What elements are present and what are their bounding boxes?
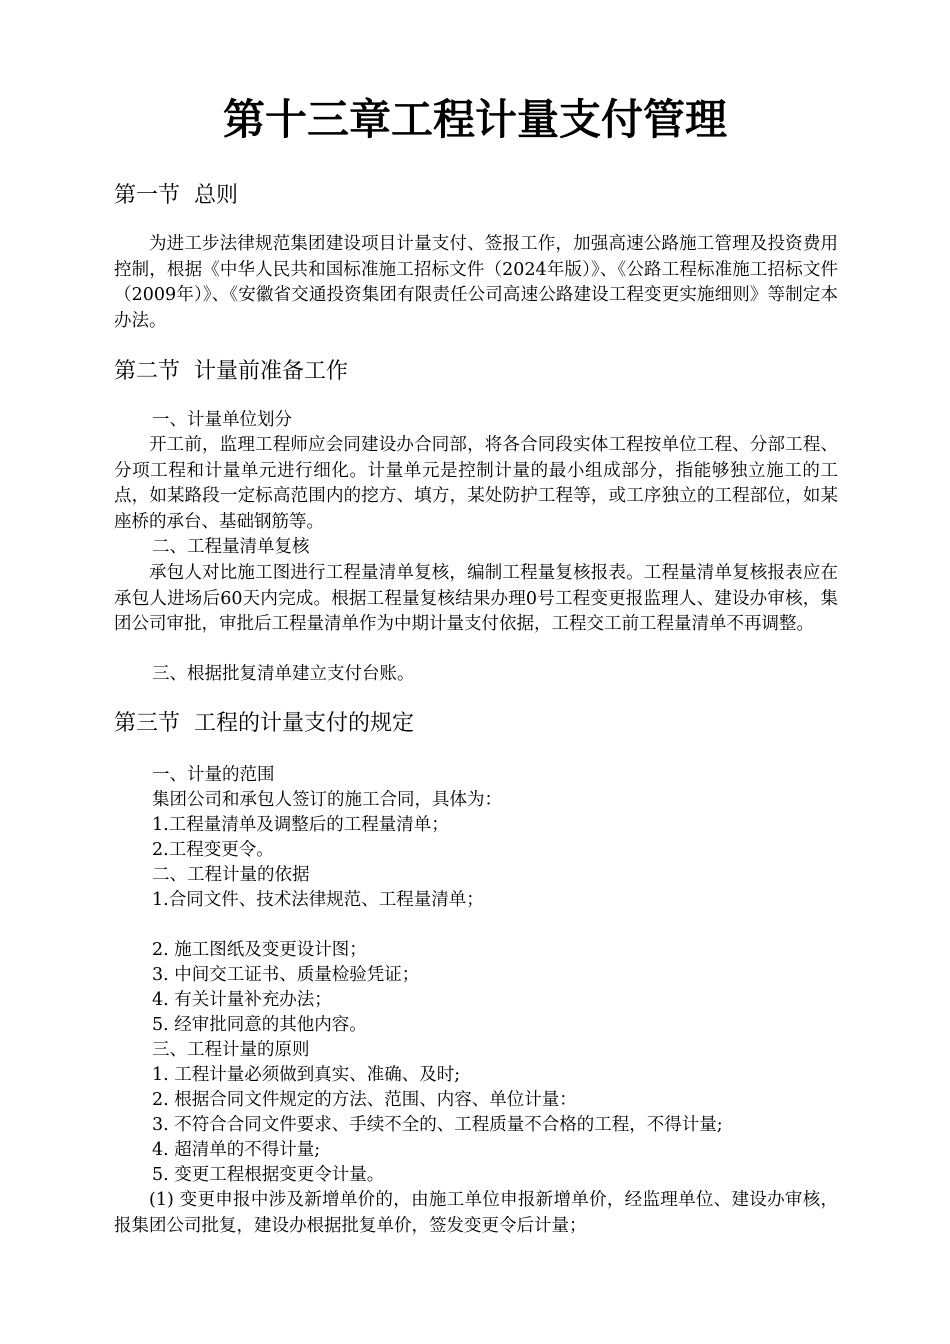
section-3-line: 1.工程量清单及调整后的工程量清单；: [152, 815, 449, 835]
section-3-line: 2.工程变更令。: [152, 840, 274, 860]
section-3-line: 3. 不符合合同文件要求、手续不全的、工程质量不合格的工程，不得计量;: [152, 1115, 723, 1135]
section-3-line: 4. 有关计量补充办法；: [152, 990, 332, 1010]
section-heading-3: 第三节 工程的计量支付的规定: [114, 711, 414, 736]
section-3-line: 4. 超清单的不得计量;: [152, 1140, 321, 1160]
section-3-line: 一、计量的范围: [152, 765, 275, 785]
section-1-paragraph: 为进工步法律规范集团建设项目计量支付、签报工作，加强高速公路施工管理及投资费用控制，根据《中华人民共和国标准施工招标文件（2024年版）》、《公路工程标准施工招标文件（2009年）》、《安徽省交通投资集团有限责任公司高速公路建设工程变更实施细则》等制定本办法。: [114, 234, 838, 331]
section-3-line: 5. 变更工程根据变更令计量。: [152, 1165, 385, 1185]
section-3-line: 3. 中间交工证书、质量检验凭证；: [152, 965, 420, 985]
section-3-line: 2. 根据合同文件规定的方法、范围、内容、单位计量：: [152, 1090, 577, 1110]
section-2-paragraph-2: 承包人对比施工图进行工程量清单复核，编制工程量复核报表。工程量清单复核报表应在承包人进场后60天内完成。根据工程量复核结果办理0号工程变更报监理人、建设办审核，集团公司审批，审批后工程量清单作为中期计量支付依据，工程交工前工程量清单不再调整。: [114, 563, 838, 634]
section-2-subheading-2: 二、工程量清单复核: [152, 537, 310, 557]
section-2-subheading-3: 三、根据批复清单建立支付台账。: [152, 664, 415, 684]
section-heading-2: 第二节 计量前准备工作: [114, 359, 348, 384]
section-3-line: 集团公司和承包人签订的施工合同，具体为：: [152, 790, 502, 810]
section-2-subheading-1: 一、计量单位划分: [152, 410, 292, 430]
section-3-line: 1.合同文件、技术法律规范、工程量清单；: [152, 890, 484, 910]
document-title: 第十三章工程计量支付管理: [222, 95, 727, 144]
section-2-paragraph-1: 开工前，监理工程师应会同建设办合同部，将各合同段实体工程按单位工程、分部工程、分项工程和计量单元进行细化。计量单元是控制计量的最小组成部分，指能够独立施工的工点，如某路段一定标高范围内的挖方、填方，某处防护工程等，或工序独立的工程部位，如某座桥的承台、基础钢筋等。: [114, 435, 838, 532]
section-3-line: 5. 经审批同意的其他内容。: [152, 1015, 367, 1035]
section-3-line: 二、工程计量的依据: [152, 865, 310, 885]
section-3-line: 1. 工程计量必须做到真实、准确、及时;: [152, 1065, 461, 1085]
section-3-line: 2. 施工图纸及变更设计图；: [152, 940, 367, 960]
section-heading-1: 第一节 总则: [114, 183, 238, 208]
section-3-line: 三、工程计量的原则: [152, 1040, 310, 1060]
section-3-final-paragraph: (1) 变更申报中涉及新增单价的，由施工单位申报新增单价，经监理单位、建设办审核，报集团公司批复，建设办根据批复单价，签发变更令后计量；: [114, 1190, 838, 1236]
